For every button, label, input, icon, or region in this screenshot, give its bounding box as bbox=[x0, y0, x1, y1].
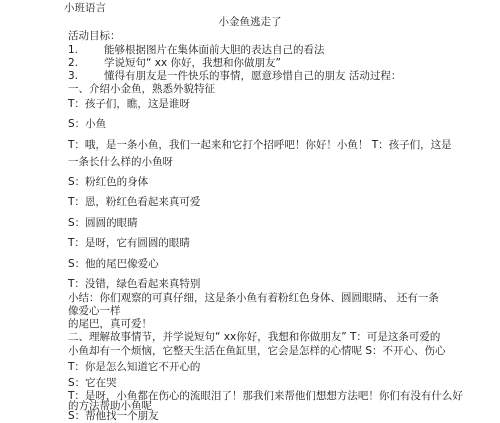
dialogue-line: S：小鱼 bbox=[68, 118, 107, 130]
goal-item bbox=[0, 57, 500, 70]
goal-number: 3. bbox=[68, 70, 79, 82]
dialogue-line: T：是呀，小鱼都在伤心的流眼泪了！那我们来帮他们想想方法吧！你们有没有什么好 bbox=[68, 390, 463, 402]
doc-title: 小金鱼逃走了 bbox=[218, 16, 282, 28]
dialogue-line: S：粉红色的身体 bbox=[68, 176, 149, 188]
summary-line: 的尾巴，真可爱！ bbox=[68, 318, 152, 330]
dialogue-line: S：它在哭 bbox=[68, 377, 117, 389]
dialogue-line: T：没错，绿色看起来真特别 bbox=[68, 278, 201, 290]
section-heading: 二、理解故事情节，并学说短句“ xx你好，我想和你做朋友” T：可是这条可爱的 bbox=[68, 331, 441, 343]
goal-item bbox=[0, 44, 500, 57]
goal-item bbox=[0, 70, 500, 83]
section-heading: 一、介绍小金鱼，熟悉外貌特征 bbox=[68, 83, 215, 95]
goals-label: 活动目标： bbox=[68, 30, 121, 42]
dialogue-line: T：孩子们，瞧，这是谁呀 bbox=[68, 98, 190, 110]
goal-number: 1. bbox=[68, 44, 79, 56]
dialogue-line: 小鱼却有一个烦恼，它整天生活在鱼缸里，它会是怎样的心情呢 S：不开心、伤心 bbox=[68, 345, 446, 357]
goal-text: 懂得有朋友是一件快乐的事情，愿意珍惜自己的朋友 活动过程： bbox=[104, 70, 402, 82]
dialogue-line: S：他的尾巴像爱心 bbox=[68, 258, 159, 270]
goal-number: 2. bbox=[68, 57, 79, 69]
summary-line: 像爱心一样 bbox=[68, 305, 121, 317]
dialogue-line: 一条长什么样的小鱼呀 bbox=[68, 156, 173, 168]
goal-text: 能够根据图片在集体面前大胆的表达自己的看法 bbox=[104, 44, 325, 56]
dialogue-line: 的方法帮助小鱼呢 bbox=[68, 400, 152, 412]
goal-text: 学说短句“ xx 你好，我想和你做朋友” bbox=[104, 57, 281, 69]
dialogue-line: S：圆圆的眼睛 bbox=[68, 217, 138, 229]
dialogue-line: S：帮他找一个朋友 bbox=[68, 410, 159, 422]
summary-line: 小结：你们观察的可真仔细，这是条小鱼有着粉红色身体、圆圆眼睛、 还有一条 bbox=[68, 292, 439, 304]
dialogue-line: T：你是怎么知道它不开心的 bbox=[68, 361, 201, 373]
dialogue-line: T：是呀，它有圆圆的眼睛 bbox=[68, 237, 190, 249]
dialogue-line: T：恩，粉红色看起来真可爱 bbox=[68, 196, 201, 208]
dialogue-line: T：哦，是一条小鱼，我们一起来和它打个招呼吧！你好！小鱼！ T：孩子们，这是 bbox=[68, 139, 452, 151]
doc-header: 小班语言 bbox=[64, 2, 106, 14]
